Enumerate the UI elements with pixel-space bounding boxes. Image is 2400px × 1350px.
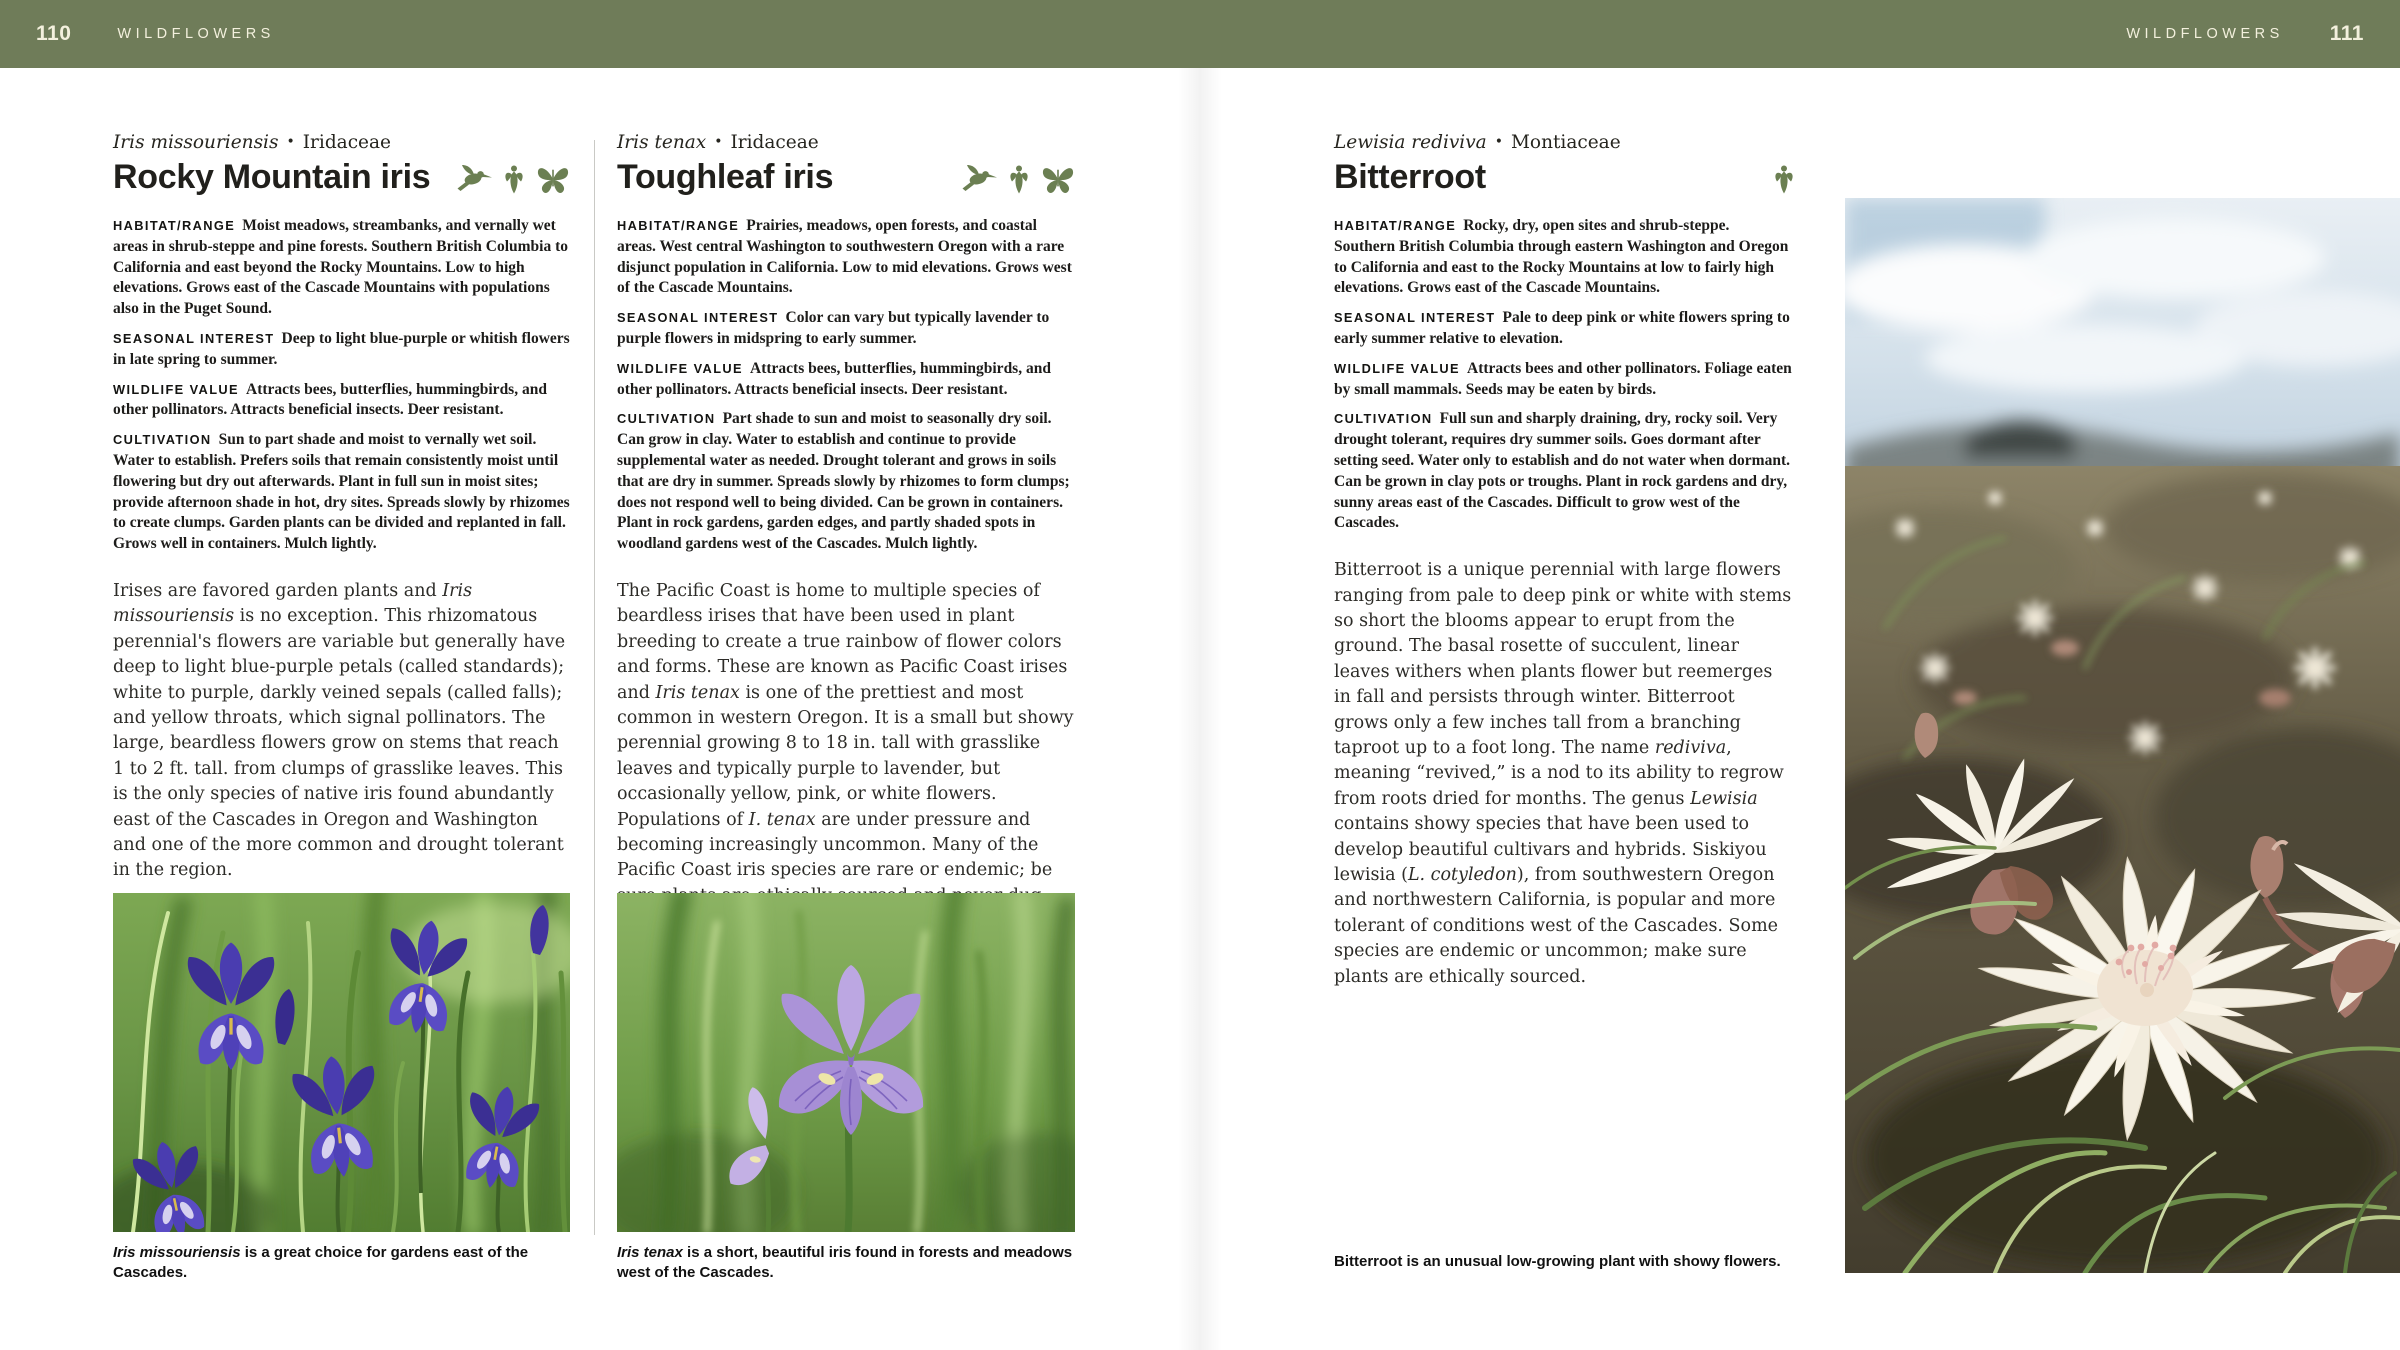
section-label: SEASONAL INTEREST [1334,310,1496,326]
section-text: Attracts bees and other pollinators. Foliage eaten by small mammals. Seeds may be eaten by birds. [1334,359,1792,398]
title-row [617,160,1075,194]
seasonal-interest-section [617,308,1075,350]
pollinator-icons [1774,164,1794,194]
section-text: Sun to part shade and moist to vernally wet soil. Water to establish. Prefers soils that remain consistently moist until flowering but dry out afterwards. Plant in full sun in moist sites; provide afternoon shade in hot, dry sites. Spreads slowly by rhizomes to create clumps. Garden plants can be divided and replanted in fall. Grows well in containers. Mulch lightly. [113,431,570,553]
page-header-band [0,0,2400,68]
bee-icon [504,164,524,194]
habitat-range-section [617,216,1075,299]
entry-rocky-mountain-iris [113,132,570,884]
section-text: Part shade to sun and moist to seasonally dry soil. Can grow in clay. Water to establish and continue to provide supplemental water as needed. Drought tolerant and grows in soils that are dry in summer. Spreads slowly by rhizomes to form clumps; does not respond well to being divided. Can be grown in containers. Plant in rock gardens, garden edges, and partly shaded spots in woodland gardens west of the Cascades. Mulch lightly. [617,410,1070,553]
common-name-heading: Toughleaf iris [617,158,834,196]
section-text: Pale to deep pink or white flowers spring to early summer relative to elevation. [1334,309,1790,347]
wildlife-value-section [113,380,570,422]
description-paragraph: The Pacific Coast is home to multiple species of beardless irises that have been used in plant breeding to create a true rainbow of flower colors and forms. These are known as Pacific Coast irises and Iris tenax is one of the prettiest and most common in western Oregon. It is a small but showy perennial growing 8 to 18 in. tall with grasslike leaves and typically purple to lavender, but occasionally yellow, pink, or white flowers. Populations of I. tenax are under pressure and becoming increasingly uncommon. Many of the Pacific Coast iris species are rare or endemic; be [617,580,1074,881]
species-name: Lewisia rediviva [1334,132,1487,153]
section-text: Full sun and sharply draining, dry, rocky soil. Very drought tolerant, requires dry summer soils. Goes dormant after setting seed. Water only to establish and do not water when dormant. Can be grown in clay pots or troughs. Plant in rock gardens and dry, sunny areas east of the Cascades. Difficult to grow west of the Cascades. [1334,410,1790,532]
photo-caption-rocky-mountain-iris: Iris missouriensis is a great choice for gardens east of the Cascades. [113,1244,529,1281]
left-section-title: WILDFLOWERS [117,26,275,42]
photo-toughleaf-iris [617,893,1075,1232]
section-label: SEASONAL INTEREST [113,330,275,346]
species-name: Iris missouriensis [113,132,279,153]
species-name: Iris tenax [617,132,707,153]
section-text: Moist meadows, streambanks, and vernally wet areas in shrub-steppe and pine forests. Southern British Columbia to California and east beyond the Rocky Mountains. Low to high elevations. Grows east of the Cascade Mountains with populations also in the Puget Sound. [113,217,569,318]
section-label: HABITAT/RANGE [1334,218,1457,233]
hummingbird-icon [961,164,997,194]
seasonal-interest-section [1334,308,1794,350]
page-spine-shadow [1178,68,1222,1350]
family-name: Iridaceae [302,132,391,153]
right-page-number: 111 [2329,22,2364,45]
photo-caption-bitterroot: Bitterroot is an unusual low-growing plant with showy flowers. [1334,1253,1781,1270]
section-text: Attracts bees, butterflies, hummingbirds, and other pollinators. Attracts beneficial insects. Deer resistant. [113,380,547,419]
section-text: Color can vary but typically lavender to purple flowers in midspring to early summer. [617,309,1050,347]
section-label: WILDLIFE VALUE [617,360,743,376]
bullet-separator: • [1494,134,1503,150]
section-label: SEASONAL INTEREST [617,310,779,326]
cultivation-section [113,430,570,555]
butterfly-icon [536,164,570,194]
header-left [36,22,275,46]
right-section-title: WILDFLOWERS [2126,26,2284,42]
column-divider [594,140,595,1235]
butterfly-icon [1041,164,1075,194]
species-family-line [1334,132,1794,153]
wildlife-value-section [1334,359,1794,401]
common-name-heading: Rocky Mountain iris [113,158,431,196]
title-row [1334,160,1794,194]
seasonal-interest-section [113,329,570,371]
section-text: Rocky, dry, open sites and shrub-steppe. Southern British Columbia through eastern Washington and Oregon to California and east to the Rocky Mountains at low to fairly high elevations. Grows east of the Cascade Mountains. [1334,217,1789,297]
bee-icon [1009,164,1029,194]
photo-rocky-mountain-iris [113,893,570,1232]
entry-bitterroot [1334,132,1794,990]
section-label: HABITAT/RANGE [617,218,740,233]
bullet-separator: • [714,134,723,150]
section-label: WILDLIFE VALUE [113,381,239,397]
section-label: HABITAT/RANGE [113,218,236,233]
photo-caption-toughleaf-iris: Iris tenax is a short, beautiful iris found in forests and meadows west of the Cascades. [617,1244,1073,1281]
header-right [2126,22,2364,46]
section-text: Prairies, meadows, open forests, and coastal areas. West central Washington to southwestern Oregon with a rare disjunct population in California. Low to mid elevations. Grows west of the Cascade Mountains. [617,217,1072,297]
description-paragraph: Bitterroot is a unique perennial with large flowers ranging from pale to deep pink or white with stems so short the blooms appear to erupt from the ground. The basal rosette of succulent, linear leaves withers when plants flower but reemerges in fall and persists through winter. Bitterroot grows only a few inches tall from a branching taproot up to a foot long. The name rediviva, meaning “revived,” is a nod to its ability to regrow from roots dried for months. The genus Lewisia contains showy species that have been used to develop beautiful cultivars and hybrids. Siskiyou lewisia (L. cotyledon), from southwestern Oregon and northwestern California, is popular and more tolerant of conditions west of the Cascades. Some species are endemic or uncommon; make sure plants are ethically sourced. [1334,560,1792,987]
entry-toughleaf-iris [617,132,1075,935]
family-name: Iridaceae [730,132,819,153]
common-name-heading: Bitterroot [1334,158,1486,196]
habitat-range-section [1334,216,1794,299]
hummingbird-icon [456,164,492,194]
species-family-line [617,132,1075,153]
left-page-number: 110 [36,22,72,45]
section-text: Deep to light blue-purple or whitish flowers in late spring to summer. [113,329,570,368]
bee-icon [1774,164,1794,194]
species-family-line [113,132,570,153]
title-row [113,160,570,194]
section-label: CULTIVATION [617,411,716,427]
section-label: CULTIVATION [1334,411,1433,427]
section-label: WILDLIFE VALUE [1334,360,1460,376]
section-label: CULTIVATION [113,432,212,448]
section-text: Attracts bees, butterflies, hummingbirds, and other pollinators. Attracts beneficial insects. Deer resistant. [617,359,1051,398]
pollinator-icons [456,164,570,194]
habitat-range-section [113,216,570,320]
cultivation-section [617,409,1075,555]
wildlife-value-section [617,359,1075,401]
bullet-separator: • [286,134,295,150]
family-name: Montiaceae [1510,132,1621,153]
pollinator-icons [961,164,1075,194]
description-paragraph: Irises are favored garden plants and Iris missouriensis is no exception. This rhizomatous perennial's flowers are variable but generally have deep to light blue-purple petals (called standards); white to purple, darkly veined sepals (called falls); and yellow throats, which signal pollinators. The large, beardless flowers grow on stems that reach 1 to 2 ft. tall. from clumps of grasslike leaves. This is the only species of native iris found abundantly east of the Cascades in Oregon and Washington and one of the more common and drought tolerant in the region. [113,580,566,881]
photo-bitterroot [1845,198,2400,1273]
cultivation-section [1334,409,1794,534]
